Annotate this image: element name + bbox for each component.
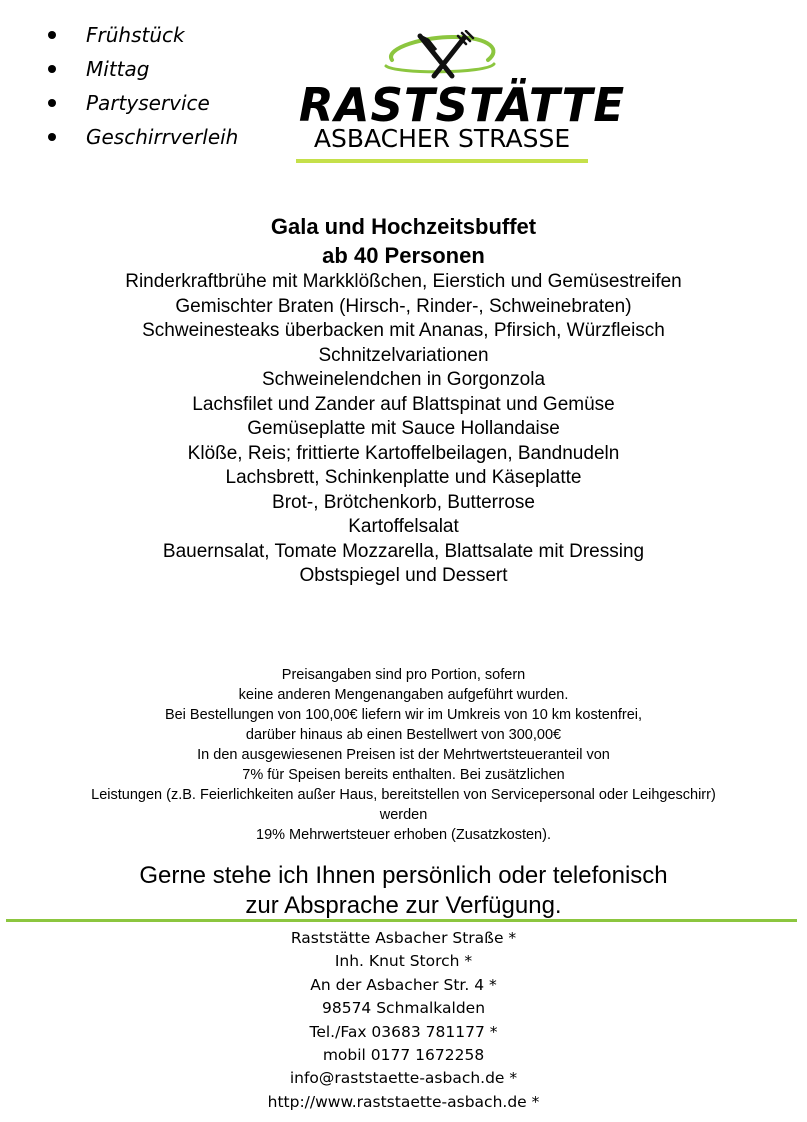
- menu-item: Klöße, Reis; frittierte Kartoffelbeilagen, Bandnudeln: [187, 442, 620, 464]
- phone-fax: Tel./Fax 03683 781177 *: [309, 1022, 498, 1041]
- service-label: Partyservice: [86, 91, 210, 115]
- service-label: Geschirrverleih: [86, 125, 239, 149]
- mobile: mobil 0177 1672258: [322, 1046, 485, 1065]
- menu-item: Schnitzelvariationen: [318, 344, 489, 366]
- menu-item: Obstspiegel und Dessert: [299, 565, 508, 586]
- contact-line: Gerne stehe ich Ihnen persönlich oder telefonisch: [139, 862, 668, 889]
- note-line: werden: [379, 807, 428, 823]
- note-line: 7% für Speisen bereits enthalten. Bei zusätzlichen: [242, 767, 565, 783]
- note-line: Preisangaben sind pro Portion, sofern: [281, 667, 526, 683]
- services-list: [48, 22, 238, 158]
- service-item: [48, 22, 238, 56]
- email-link[interactable]: info@raststaette-asbach.de *: [289, 1069, 518, 1088]
- contact-line: zur Absprache zur Verfügung.: [245, 892, 562, 919]
- menu-item: Lachsbrett, Schinkenplatte und Käseplatte: [225, 467, 582, 488]
- owner: Inh. Knut Storch *: [334, 952, 473, 971]
- menu-item: Brot-, Brötchenkorb, Butterrose: [272, 491, 535, 513]
- divider: [6, 919, 797, 922]
- menu-item: Schweinelendchen in Gorgonzola: [261, 369, 546, 390]
- contact-invitation: [0, 861, 807, 921]
- address-block: [0, 927, 807, 1114]
- note-line: Bei Bestellungen von 100,00€ liefern wir im Umkreis von 10 km kostenfrei,: [164, 707, 643, 723]
- note-line: keine anderen Mengenangaben aufgeführt wurden.: [238, 687, 569, 703]
- buffet-menu: [0, 212, 807, 589]
- logo: [296, 30, 626, 170]
- menu-item: Bauernsalat, Tomate Mozzarella, Blattsalate mit Dressing: [162, 540, 645, 562]
- street: An der Asbacher Str. 4 *: [310, 975, 497, 994]
- note-line: Leistungen (z.B. Feierlichkeiten außer Haus, bereitstellen von Servicepersonal oder Leihgeschirr): [91, 787, 716, 803]
- bullet-icon: [48, 99, 56, 107]
- service-item: [48, 56, 238, 90]
- note-line: In den ausgewiesenen Preisen ist der Mehrtwertsteueranteil von: [197, 747, 610, 763]
- menu-item: Schweinesteaks überbacken mit Ananas, Pfirsich, Würzfleisch: [142, 320, 665, 341]
- price-notes: [0, 665, 807, 845]
- menu-item: Gemüseplatte mit Sauce Hollandaise: [247, 418, 560, 439]
- note-line: 19% Mehrwertsteuer erhoben (Zusatzkosten).: [256, 827, 551, 843]
- city: 98574 Schmalkalden: [321, 999, 486, 1018]
- service-item: [48, 90, 238, 124]
- service-label: Mittag: [86, 57, 150, 81]
- menu-title: Gala und Hochzeitsbuffet: [270, 214, 537, 239]
- business-name: Raststätte Asbacher Straße *: [290, 929, 517, 947]
- logo-title: RASTSTÄTTE: [298, 78, 626, 132]
- menu-item: Lachsfilet und Zander auf Blattspinat und Gemüse: [192, 393, 615, 415]
- bullet-icon: [48, 65, 56, 73]
- menu-item: Kartoffelsalat: [348, 516, 459, 537]
- logo-subtitle: ASBACHER STRASSE: [313, 124, 571, 153]
- menu-item: Gemischter Braten (Hirsch-, Rinder-, Schweinebraten): [175, 295, 632, 317]
- bullet-icon: [48, 133, 56, 141]
- service-label: Frühstück: [86, 23, 185, 47]
- service-item: [48, 124, 238, 158]
- bullet-icon: [48, 31, 56, 39]
- menu-subtitle: ab 40 Personen: [322, 243, 485, 268]
- website-link[interactable]: http://www.raststaette-asbach.de *: [267, 1092, 540, 1111]
- menu-item: Rinderkraftbrühe mit Markklößchen, Eierstich und Gemüsestreifen: [125, 271, 682, 292]
- note-line: darüber hinaus ab einen Bestellwert von 300,00€: [245, 727, 562, 743]
